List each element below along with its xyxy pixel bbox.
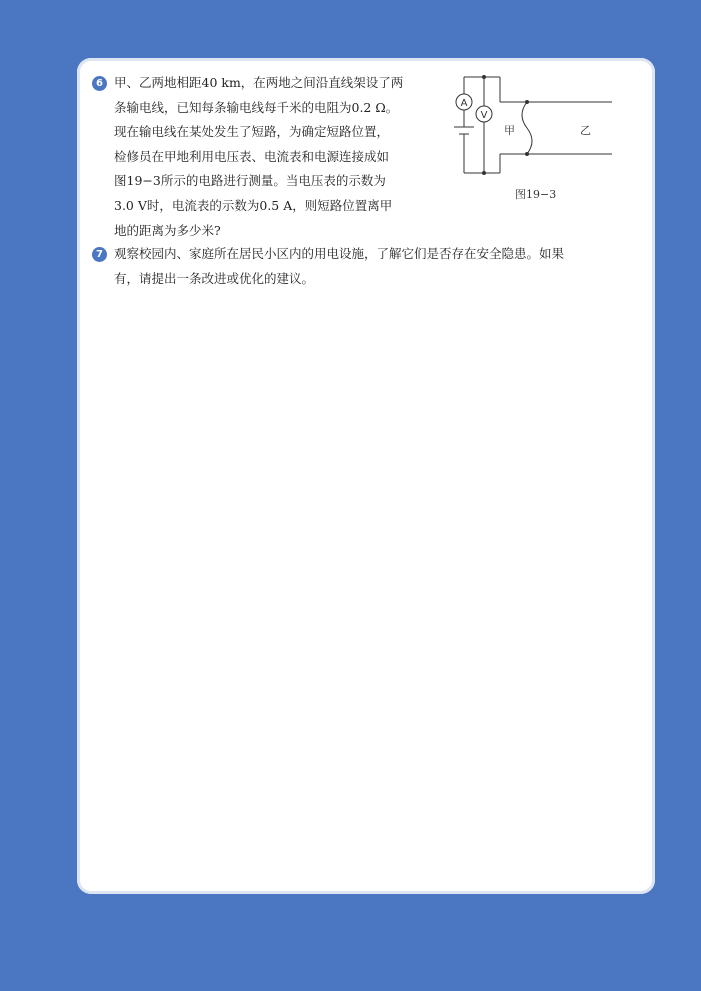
- junction-dot: [525, 100, 529, 104]
- question-7-text: [114, 242, 564, 291]
- ammeter-label: A: [460, 98, 468, 109]
- question-6-line: 条输电线，已知每条输电线每千米的电阻为0.2 Ω。: [114, 99, 399, 115]
- question-number-7: 7: [92, 247, 107, 262]
- figure-caption: 图19−3: [515, 188, 557, 201]
- question-6-line: 甲、乙两地相距40 km，在两地之间沿直线架设了两: [114, 75, 404, 90]
- question-6-text: [114, 71, 403, 243]
- circuit-diagram: [452, 72, 622, 202]
- junction-dot: [482, 171, 486, 175]
- short-circuit-line: [522, 102, 532, 154]
- voltmeter-icon: [476, 106, 492, 122]
- question-6-line: 图19−3所示的电路进行测量。当电压表的示数为: [114, 173, 386, 189]
- question-6-line: 3.0 V时，电流表的示数为0.5 A，则短路位置离甲: [114, 197, 393, 213]
- worksheet-page: [77, 58, 655, 894]
- junction-dot: [525, 152, 529, 156]
- ammeter-icon: [456, 94, 472, 110]
- label-yi: 乙: [580, 124, 591, 137]
- label-jia: 甲: [504, 124, 515, 137]
- question-6-line: 检修员在甲地利用电压表、电流表和电源连接成如: [114, 148, 390, 164]
- question-number-6: 6: [92, 76, 107, 91]
- question-6-line: 现在输电线在某处发生了短路，为确定短路位置，: [114, 124, 390, 140]
- junction-dot: [482, 75, 486, 79]
- voltmeter-label: V: [480, 110, 488, 121]
- question-7-line: 观察校园内、家庭所在居民小区内的用电设施，了解它们是否存在安全隐患。如果: [114, 246, 565, 261]
- question-7-line: 有，请提出一条改进或优化的建议。: [114, 270, 315, 286]
- question-6-line: 地的距离为多少米?: [114, 222, 221, 238]
